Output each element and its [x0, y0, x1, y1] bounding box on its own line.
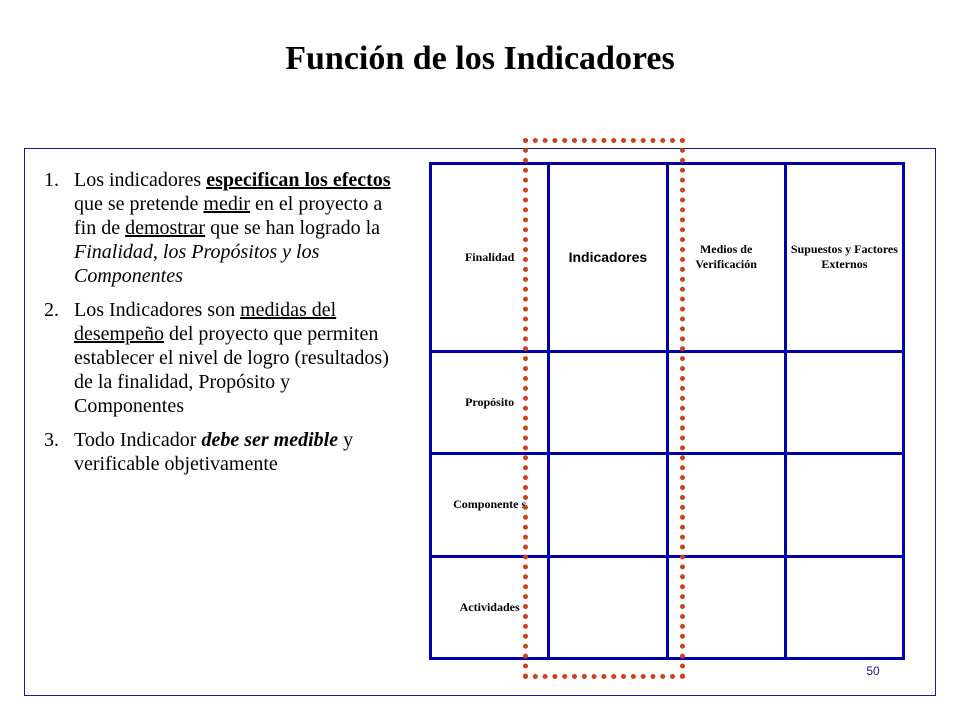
matrix-cell: [785, 454, 903, 556]
indicadores-highlight-box: [523, 138, 685, 679]
slide-title: Función de los Indicadores: [285, 40, 675, 77]
row-label-proposito: Propósito: [431, 351, 549, 453]
bullet-text: Los indicadores especifican los efectos que se pretende medir en el proyecto a fin de demostrar que se han logrado la Finalidad, los Propósitos y los Componentes: [74, 169, 391, 287]
bullet-item: [44, 298, 404, 418]
col-header-indicadores: Indicadores: [549, 164, 667, 352]
row-label-finalidad: Finalidad: [431, 164, 549, 352]
row-label-componentes: Componente s: [431, 454, 549, 556]
page-number: 50: [866, 664, 880, 678]
matrix-cell: [785, 351, 903, 453]
row-label-actividades: Actividades: [431, 556, 549, 658]
bullet-list: [44, 168, 404, 486]
col-header-medios: Medios de Verificación: [667, 164, 785, 352]
bullet-number: 2.: [44, 299, 59, 321]
matrix-cell: [785, 556, 903, 658]
bullet-item: [44, 428, 404, 476]
bullet-item: [44, 168, 404, 288]
bullet-number: 3.: [44, 429, 59, 451]
bullet-text: Todo Indicador debe ser medible y verificable objetivamente: [74, 429, 354, 475]
col-header-supuestos: Supuestos y Factores Externos: [785, 164, 903, 352]
bullet-text: Los Indicadores son medidas del desempeño del proyecto que permiten establecer el nivel de logro (resultados) de la finalidad, Propósito y Componentes: [74, 299, 389, 417]
bullet-number: 1.: [44, 169, 59, 191]
